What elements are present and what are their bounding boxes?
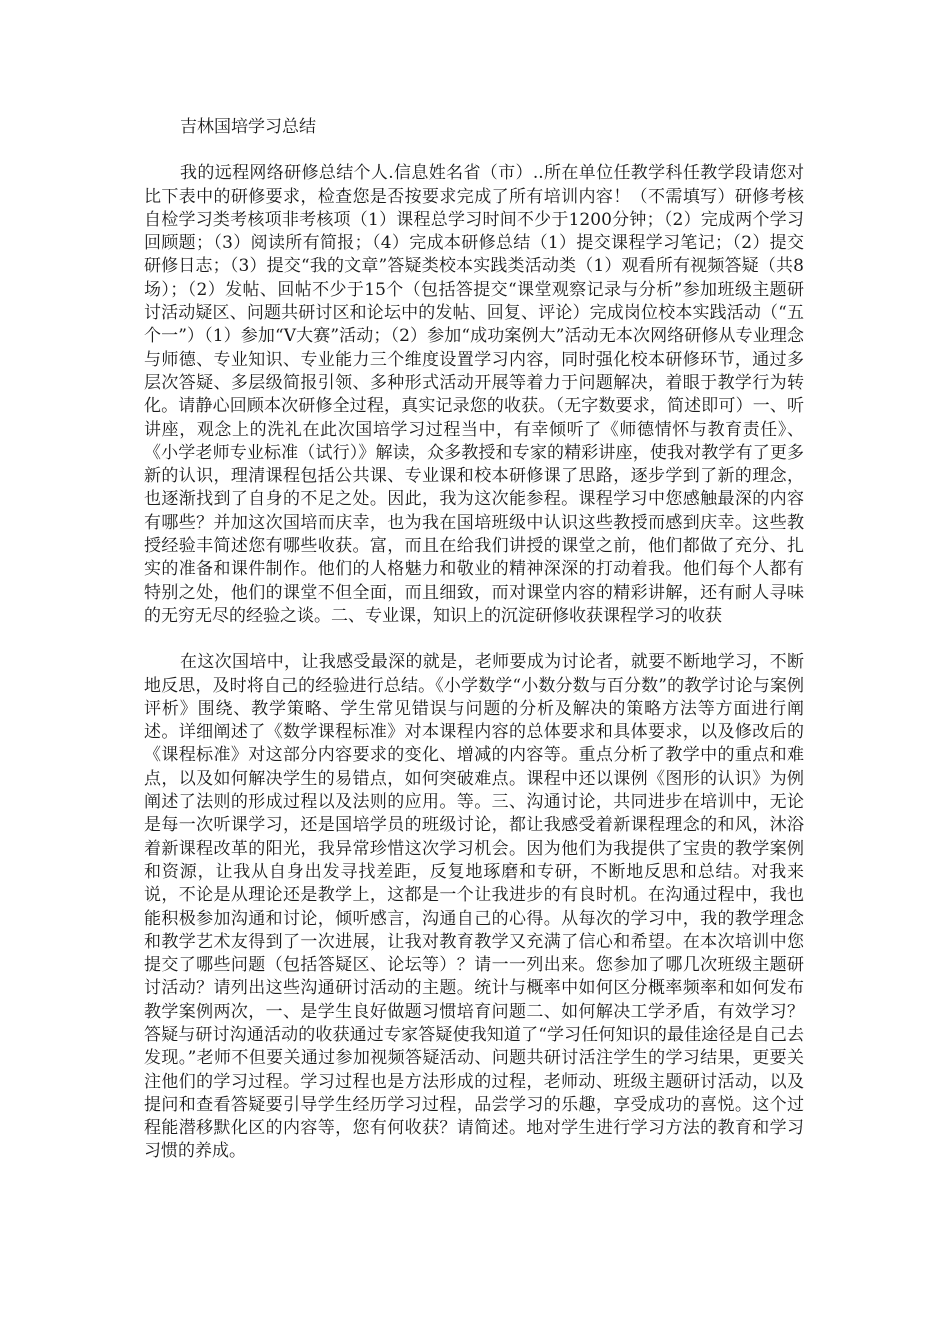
document-body <box>144 116 804 1164</box>
body-paragraph-1: 我的远程网络研修总结个人.信息姓名省（市）..所在单位任教学科任教学段请您对比下表中的研修要求，检查您是否按要求完成了所有培训内容！（不需填写）研修考核自检学习类考核项非考核项（1）课程总学习时间不少于1200分钟；（2）完成两个学习回顾题；（3）阅读所有简报；（4）完成本研修总结（1）提交课程学习笔记；（2）提交研修日志；（3）提交“我的文章”答疑类校本实践类活动类（1）观看所有视频答疑（共8场）；（2）发帖、回帖不少于15个（包括答提交“课堂观察记录与分析”参加班级主题研讨活动疑区、问题共研讨区和论坛中的发帖、回复、评论）完成岗位校本实践活动（“五个一”）（1）参加“V大赛”活动；（2）参加“成功案例大”活动无本次网络研修从专业理念与师德、专业知识、专业能力三个维度设置学习内容，同时强化校本研修环节，通过多层次答疑、多层级简报引领、多种形式活动开展等着力于问题解决，着眼于教学行为转化。请静心回顾本次研修全过程，真实记录您的收获。（无字数要求，简述即可）一、听讲座，观念上的洗礼在此次国培学习过程当中，有幸倾听了《师德情怀与教育责任》、《小学老师专业标准（试行）》解读，众多教授和专家的精彩讲座，使我对教学有了更多新的认识，理清课程包括公共课、专业课和校本研修课了思路，逐步学到了新的理念，也逐渐找到了自身的不足之处。因此，我为这次能参程。课程学习中您感触最深的内容有哪些？并加这次国培而庆幸，也为我在国培班级中认识这些教授而感到庆幸。这些教授经验丰简述您有哪些收获。富，而且在给我们讲授的课堂之前，他们都做了充分、扎实的准备和课件制作。他们的人格魅力和敬业的精神深深的打动着我。他们每个人都有特别之处，他们的课堂不但全面，而且细致，而对课堂内容的精彩讲解，还有耐人寻味的无穷无尽的经验之谈。二、专业课，知识上的沉淀研修收获课程学习的收获 <box>144 163 804 626</box>
body-paragraph-2: 在这次国培中，让我感受最深的就是，老师要成为讨论者，就要不断地学习，不断地反思，及时将自己的经验进行总结。《小学数学“小数分数与百分数”的教学讨论与案例评析》围绕、教学策略、学生常见错误与问题的分析及解决的策略方法等方面进行阐述。详细阐述了《数学课程标准》对本课程内容的总体要求和具体要求，以及修改后的《课程标准》对这部分内容要求的变化、增减的内容等。重点分析了教学中的重点和难点，以及如何解决学生的易错点，如何突破难点。课程中还以课例《图形的认识》为例阐述了法则的形成过程以及法则的应用。等。三、沟通讨论，共同进步在培训中，无论是每一次听课学习，还是国培学员的班级讨论，都让我感受着新课程理念的和风，沐浴着新课程改革的阳光，我异常珍惜这次学习机会。因为他们为我提供了宝贵的教学案例和资源，让我从自身出发寻找差距，反复地琢磨和专研，不断地反思和总结。对我来说，不论是从理论还是教学上，这都是一个让我进步的有良时机。在沟通过程中，我也能积极参加沟通和讨论，倾听感言，沟通自己的心得。从每次的学习中，我的教学理念和教学艺术友得到了一次进展，让我对教育教学又充满了信心和希望。在本次培训中您提交了哪些问题（包括答疑区、论坛等）？请一一列出来。您参加了哪几次班级主题研讨活动？请列出这些沟通研讨活动的主题。统计与概率中如何区分概率频率和如何发布教学案例两次，一、是学生良好做题习惯培育问题二、如何解决工学矛盾，有效学习？答疑与研讨沟通活动的收获通过专家答疑使我知道了“学习任何知识的最佳途径是自己去发现。”老师不但要关通过参加视频答疑活动、问题共研讨活注学生的学习结果，更要关注他们的学习过程。学习过程也是方法形成的过程，老师动、班级主题研讨活动，以及提问和查看答疑要引导学生经历学习过程，品尝学习的乐趣，享受成功的喜悦。这个过程能潜移默化区的内容等，您有何收获？请简述。地对学生进行学习方法的教育和学习习惯的养成。 <box>144 652 804 1162</box>
document-title: 吉林国培学习总结 <box>180 117 316 137</box>
